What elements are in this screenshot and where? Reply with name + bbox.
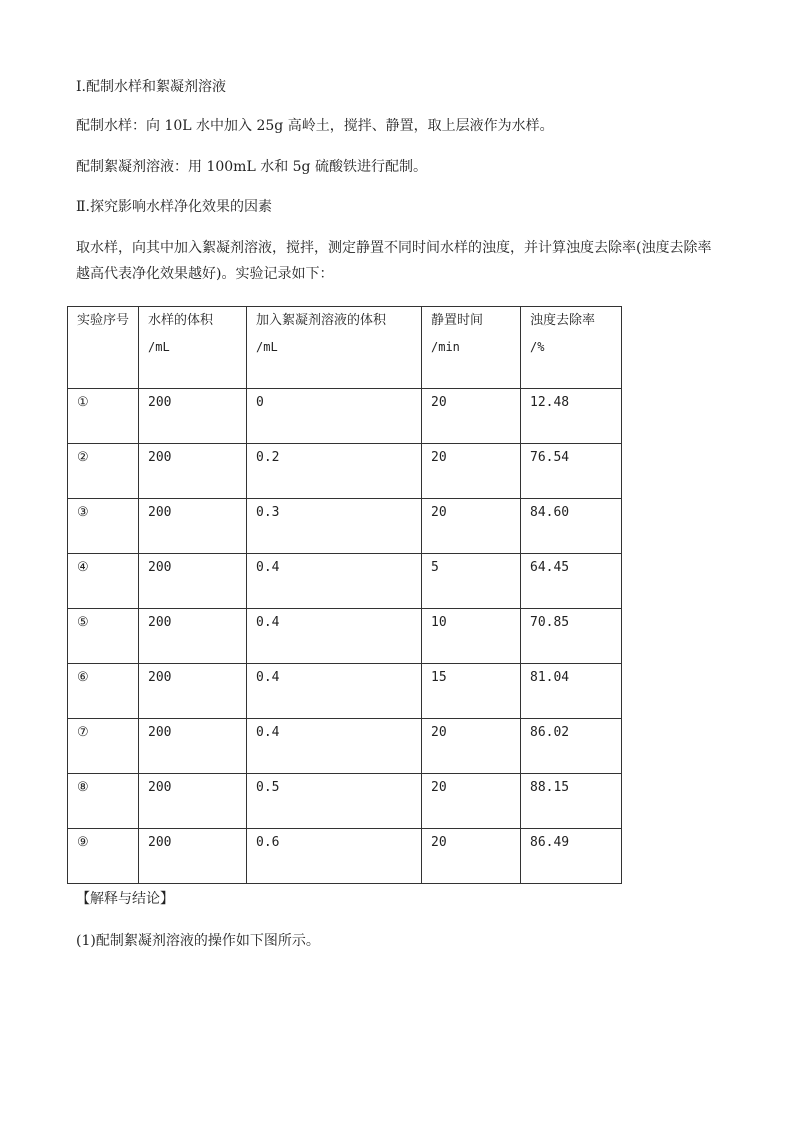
header-unit: /min <box>431 340 460 354</box>
trial-number-cell: ⑨ <box>68 829 139 884</box>
sample-volume-cell: 200 <box>139 554 247 609</box>
header-unit: /% <box>530 340 545 354</box>
trial-number-cell: ⑥ <box>68 664 139 719</box>
table-header-row <box>68 307 622 389</box>
header-unit: /mL <box>256 340 278 354</box>
paragraph-procedure-line2: 越高代表净化效果越好)。实验记录如下： <box>76 266 334 282</box>
settling-time-cell: 20 <box>422 389 521 444</box>
experiment-table <box>67 306 622 884</box>
settling-time-cell: 15 <box>422 664 521 719</box>
removal-rate-cell: 88.15 <box>521 774 622 829</box>
flocculant-volume-cell: 0.4 <box>247 719 422 774</box>
removal-rate-cell: 64.45 <box>521 554 622 609</box>
header-cell-sample-volume <box>139 307 247 389</box>
experiment-table-body <box>68 307 622 884</box>
trial-number-cell: ① <box>68 389 139 444</box>
flocculant-volume-cell: 0.4 <box>247 554 422 609</box>
trial-number-cell: ⑦ <box>68 719 139 774</box>
heading-explore-factors: Ⅱ.探究影响水样净化效果的因素 <box>76 199 272 215</box>
removal-rate-cell: 86.49 <box>521 829 622 884</box>
removal-rate-cell: 70.85 <box>521 609 622 664</box>
question-1: (1)配制絮凝剂溶液的操作如下图所示。 <box>76 933 320 949</box>
table-row <box>68 554 622 609</box>
conclusion-heading: 【解释与结论】 <box>76 891 174 907</box>
flocculant-volume-cell: 0.4 <box>247 609 422 664</box>
sample-volume-cell: 200 <box>139 389 247 444</box>
table-row <box>68 829 622 884</box>
sample-volume-cell: 200 <box>139 719 247 774</box>
sample-volume-cell: 200 <box>139 829 247 884</box>
sample-volume-cell: 200 <box>139 609 247 664</box>
header-cell-removal-rate <box>521 307 622 389</box>
table-row <box>68 389 622 444</box>
flocculant-volume-cell: 0.2 <box>247 444 422 499</box>
header-label: 实验序号 <box>77 313 130 328</box>
header-label: 静置时间 <box>431 313 484 328</box>
flocculant-volume-cell: 0.5 <box>247 774 422 829</box>
header-cell-settling-time <box>422 307 521 389</box>
removal-rate-cell: 76.54 <box>521 444 622 499</box>
sample-volume-cell: 200 <box>139 444 247 499</box>
trial-number-cell: ⑤ <box>68 609 139 664</box>
removal-rate-cell: 81.04 <box>521 664 622 719</box>
header-label: 浊度去除率 <box>530 313 596 328</box>
trial-number-cell: ② <box>68 444 139 499</box>
table-row <box>68 774 622 829</box>
header-unit: /mL <box>148 340 170 354</box>
flocculant-volume-cell: 0 <box>247 389 422 444</box>
trial-number-cell: ⑧ <box>68 774 139 829</box>
removal-rate-cell: 84.60 <box>521 499 622 554</box>
flocculant-volume-cell: 0.6 <box>247 829 422 884</box>
removal-rate-cell: 86.02 <box>521 719 622 774</box>
table-row <box>68 444 622 499</box>
header-label: 水样的体积 <box>148 313 214 328</box>
sample-volume-cell: 200 <box>139 664 247 719</box>
flocculant-volume-cell: 0.3 <box>247 499 422 554</box>
trial-number-cell: ④ <box>68 554 139 609</box>
table-row <box>68 499 622 554</box>
settling-time-cell: 5 <box>422 554 521 609</box>
flocculant-volume-cell: 0.4 <box>247 664 422 719</box>
table-row <box>68 719 622 774</box>
sample-volume-cell: 200 <box>139 499 247 554</box>
trial-number-cell: ③ <box>68 499 139 554</box>
paragraph-water-sample: 配制水样：向 10L 水中加入 25g 高岭土，搅拌、静置，取上层液作为水样。 <box>76 118 554 134</box>
header-cell-flocculant-volume <box>247 307 422 389</box>
table-row <box>68 664 622 719</box>
heading-prepare-solutions: Ⅰ.配制水样和絮凝剂溶液 <box>76 79 226 95</box>
settling-time-cell: 10 <box>422 609 521 664</box>
paragraph-flocculant-solution: 配制絮凝剂溶液：用 100mL 水和 5g 硫酸铁进行配制。 <box>76 159 427 175</box>
settling-time-cell: 20 <box>422 719 521 774</box>
header-label: 加入絮凝剂溶液的体积 <box>256 313 387 328</box>
settling-time-cell: 20 <box>422 829 521 884</box>
settling-time-cell: 20 <box>422 499 521 554</box>
sample-volume-cell: 200 <box>139 774 247 829</box>
header-cell-trial-number <box>68 307 139 389</box>
settling-time-cell: 20 <box>422 444 521 499</box>
table-row <box>68 609 622 664</box>
paragraph-procedure-line1: 取水样，向其中加入絮凝剂溶液，搅拌，测定静置不同时间水样的浊度，并计算浊度去除率(浊度去除率 <box>76 240 712 256</box>
removal-rate-cell: 12.48 <box>521 389 622 444</box>
settling-time-cell: 20 <box>422 774 521 829</box>
